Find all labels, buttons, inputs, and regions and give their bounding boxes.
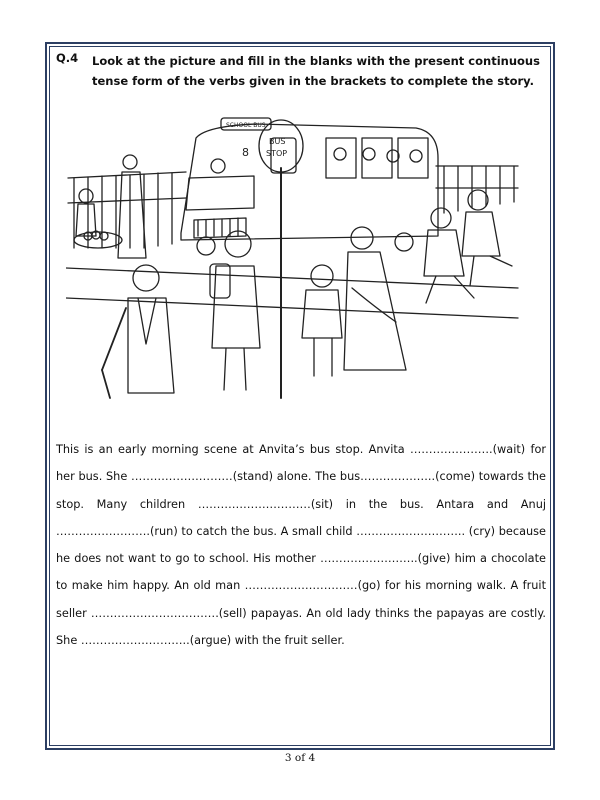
girl-with-backpack	[210, 231, 260, 390]
story-text: with the fruit seller.	[231, 634, 345, 648]
bus-number: 8	[242, 146, 249, 159]
story-text: because he does not want to go to school. His mother	[56, 524, 546, 566]
lady-at-fence	[118, 155, 146, 258]
question-instruction: Look at the picture and fill in the blanks with the present continuous tense form of the verbs given in the brackets to complete the story.	[92, 54, 540, 88]
blank-sit[interactable]: …………………………(sit)	[197, 497, 334, 511]
blank-stand[interactable]: ………………………(stand)	[131, 470, 274, 484]
blank-come[interactable]: ………………..(come)	[360, 470, 475, 484]
blank-sell[interactable]: …………………………….(sell)	[90, 606, 247, 620]
mother	[344, 227, 406, 370]
story-text: in the bus. Antara and Anuj	[333, 497, 546, 511]
story-text: papayas. An old lady thinks the papayas are costly. She	[56, 606, 546, 648]
blank-run[interactable]: …………………….(run)	[56, 524, 178, 538]
blank-argue[interactable]: ………………………..(argue)	[80, 634, 232, 648]
old-man	[102, 265, 174, 398]
blank-give[interactable]: ……………………..(give)	[320, 552, 451, 566]
story-text: for her bus. She	[56, 443, 547, 484]
story-text: alone. The bus	[273, 470, 361, 484]
story-paragraph	[56, 436, 546, 654]
story-text: for his morning walk. A fruit seller	[56, 579, 547, 620]
story-text: towards the stop. Many children	[56, 470, 546, 511]
blank-go[interactable]: …………………………(go)	[244, 579, 381, 593]
bus-banner: SCHOOL BUS	[226, 122, 266, 129]
stop-sign-line2: STOP	[266, 149, 288, 158]
blank-wait[interactable]: ………………….(wait)	[409, 443, 526, 456]
fruit-seller	[74, 189, 122, 248]
crying-child	[302, 265, 342, 376]
question-number: Q.4	[56, 51, 79, 65]
story-text: This is an early morning scene at Anvita’s bus stop. Anvita	[56, 443, 410, 456]
story-text: to catch the bus. A small child	[177, 524, 357, 538]
page-number: 3 of 4	[284, 752, 316, 764]
stop-sign-line1: BUS	[269, 137, 286, 146]
story-text: him a chocolate to make him happy. An old man	[56, 552, 546, 593]
blank-cry[interactable]: ……………………….. (cry)	[356, 524, 496, 538]
bus-stop-illustration	[66, 108, 521, 404]
school-bus	[181, 118, 438, 255]
